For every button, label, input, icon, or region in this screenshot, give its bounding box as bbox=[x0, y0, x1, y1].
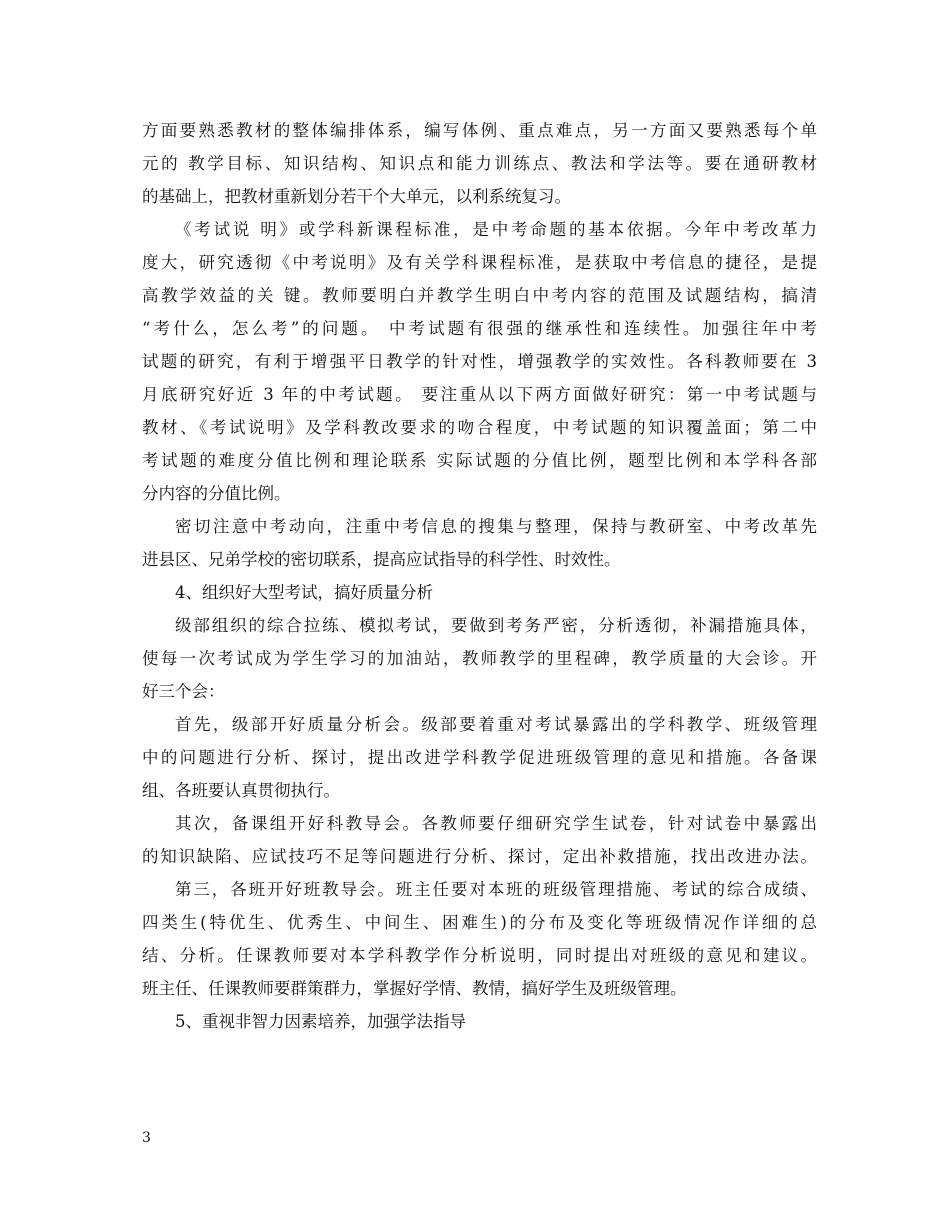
text-line: 高教学效益的关 键。教师要明白并教学生明白中考内容的范围及试题结构，搞清 bbox=[142, 286, 817, 305]
section-heading: 4、组织好大型考试，搞好质量分析 bbox=[175, 583, 433, 602]
text-line: 元的 教学目标、知识结构、知识点和能力训练点、教法和学法等。要在通研教材 bbox=[142, 154, 817, 173]
body-text bbox=[142, 114, 817, 1038]
text-line: 组、各班要认真贯彻执行。 bbox=[142, 781, 340, 800]
text-line: 第三，各班开好班教导会。班主任要对本班的班级管理措施、考试的综合成绩、 bbox=[175, 880, 817, 899]
text-line: 《考试说 明》或学科新课程标准，是中考命题的基本依据。今年中考改革力 bbox=[175, 220, 817, 239]
text-line: 结、分析。任课教师要对本学科教学作分析说明，同时提出对班级的意见和建议。 bbox=[142, 946, 817, 965]
text-line: 进县区、兄弟学校的密切联系，提高应试指导的科学性、时效性。 bbox=[142, 550, 621, 569]
text-line: 教材、《考试说明》及学科教改要求的吻合程度，中考试题的知识覆盖面；第二中 bbox=[142, 418, 817, 437]
text-line: 分内容的分值比例。 bbox=[142, 484, 291, 503]
page-number: 3 bbox=[142, 1130, 151, 1146]
text-line: 其次，备课组开好科教导会。各教师要仔细研究学生试卷，针对试卷中暴露出 bbox=[175, 814, 817, 833]
text-line: 考试题的难度分值比例和理论联系 实际试题的分值比例，题型比例和本学科各部 bbox=[142, 451, 817, 470]
section-heading: 5、重视非智力因素培养，加强学法指导 bbox=[175, 1012, 466, 1031]
text-line: 度大，研究透彻《中考说明》及有关学科课程标准，是获取中考信息的捷径，是提 bbox=[142, 253, 817, 272]
text-line: 好三个会： bbox=[142, 682, 225, 701]
text-line: 试题的研究，有利于增强平日教学的针对性，增强教学的实效性。各科教师要在 3 bbox=[142, 352, 817, 371]
text-line: 中的问题进行分析、探讨，提出改进学科教学促进班级管理的意见和措施。各备课 bbox=[142, 748, 817, 767]
text-line: 月底研究好近 3 年的中考试题。 要注重从以下两方面做好研究：第一中考试题与 bbox=[142, 385, 817, 404]
text-line: 班主任、任课教师要群策群力，掌握好学情、教情，搞好学生及班级管理。 bbox=[142, 979, 687, 998]
text-line: 首先，级部开好质量分析会。级部要着重对考试暴露出的学科教学、班级管理 bbox=[175, 715, 817, 734]
text-line: 方面要熟悉教材的整体编排体系，编写体例、重点难点，另一方面又要熟悉每个单 bbox=[142, 121, 817, 140]
text-line: 的知识缺陷、应试技巧不足等问题进行分析、探讨，定出补救措施，找出改进办法。 bbox=[142, 847, 817, 866]
text-line: 四类生(特优生、优秀生、中间生、困难生)的分布及变化等班级情况作详细的总 bbox=[142, 913, 817, 932]
text-line: 级部组织的综合拉练、模拟考试，要做到考务严密，分析透彻，补漏措施具体， bbox=[175, 616, 817, 635]
text-line: 密切注意中考动向，注重中考信息的搜集与整理，保持与教研室、中考改革先 bbox=[175, 517, 817, 536]
text-line: “考什么，怎么考”的问题。 中考试题有很强的继承性和连续性。加强往年中考 bbox=[142, 319, 817, 338]
text-line: 的基础上，把教材重新划分若干个大单元，以利系统复习。 bbox=[142, 187, 571, 206]
text-line: 使每一次考试成为学生学习的加油站，教师教学的里程碑，教学质量的大会诊。开 bbox=[142, 649, 817, 668]
